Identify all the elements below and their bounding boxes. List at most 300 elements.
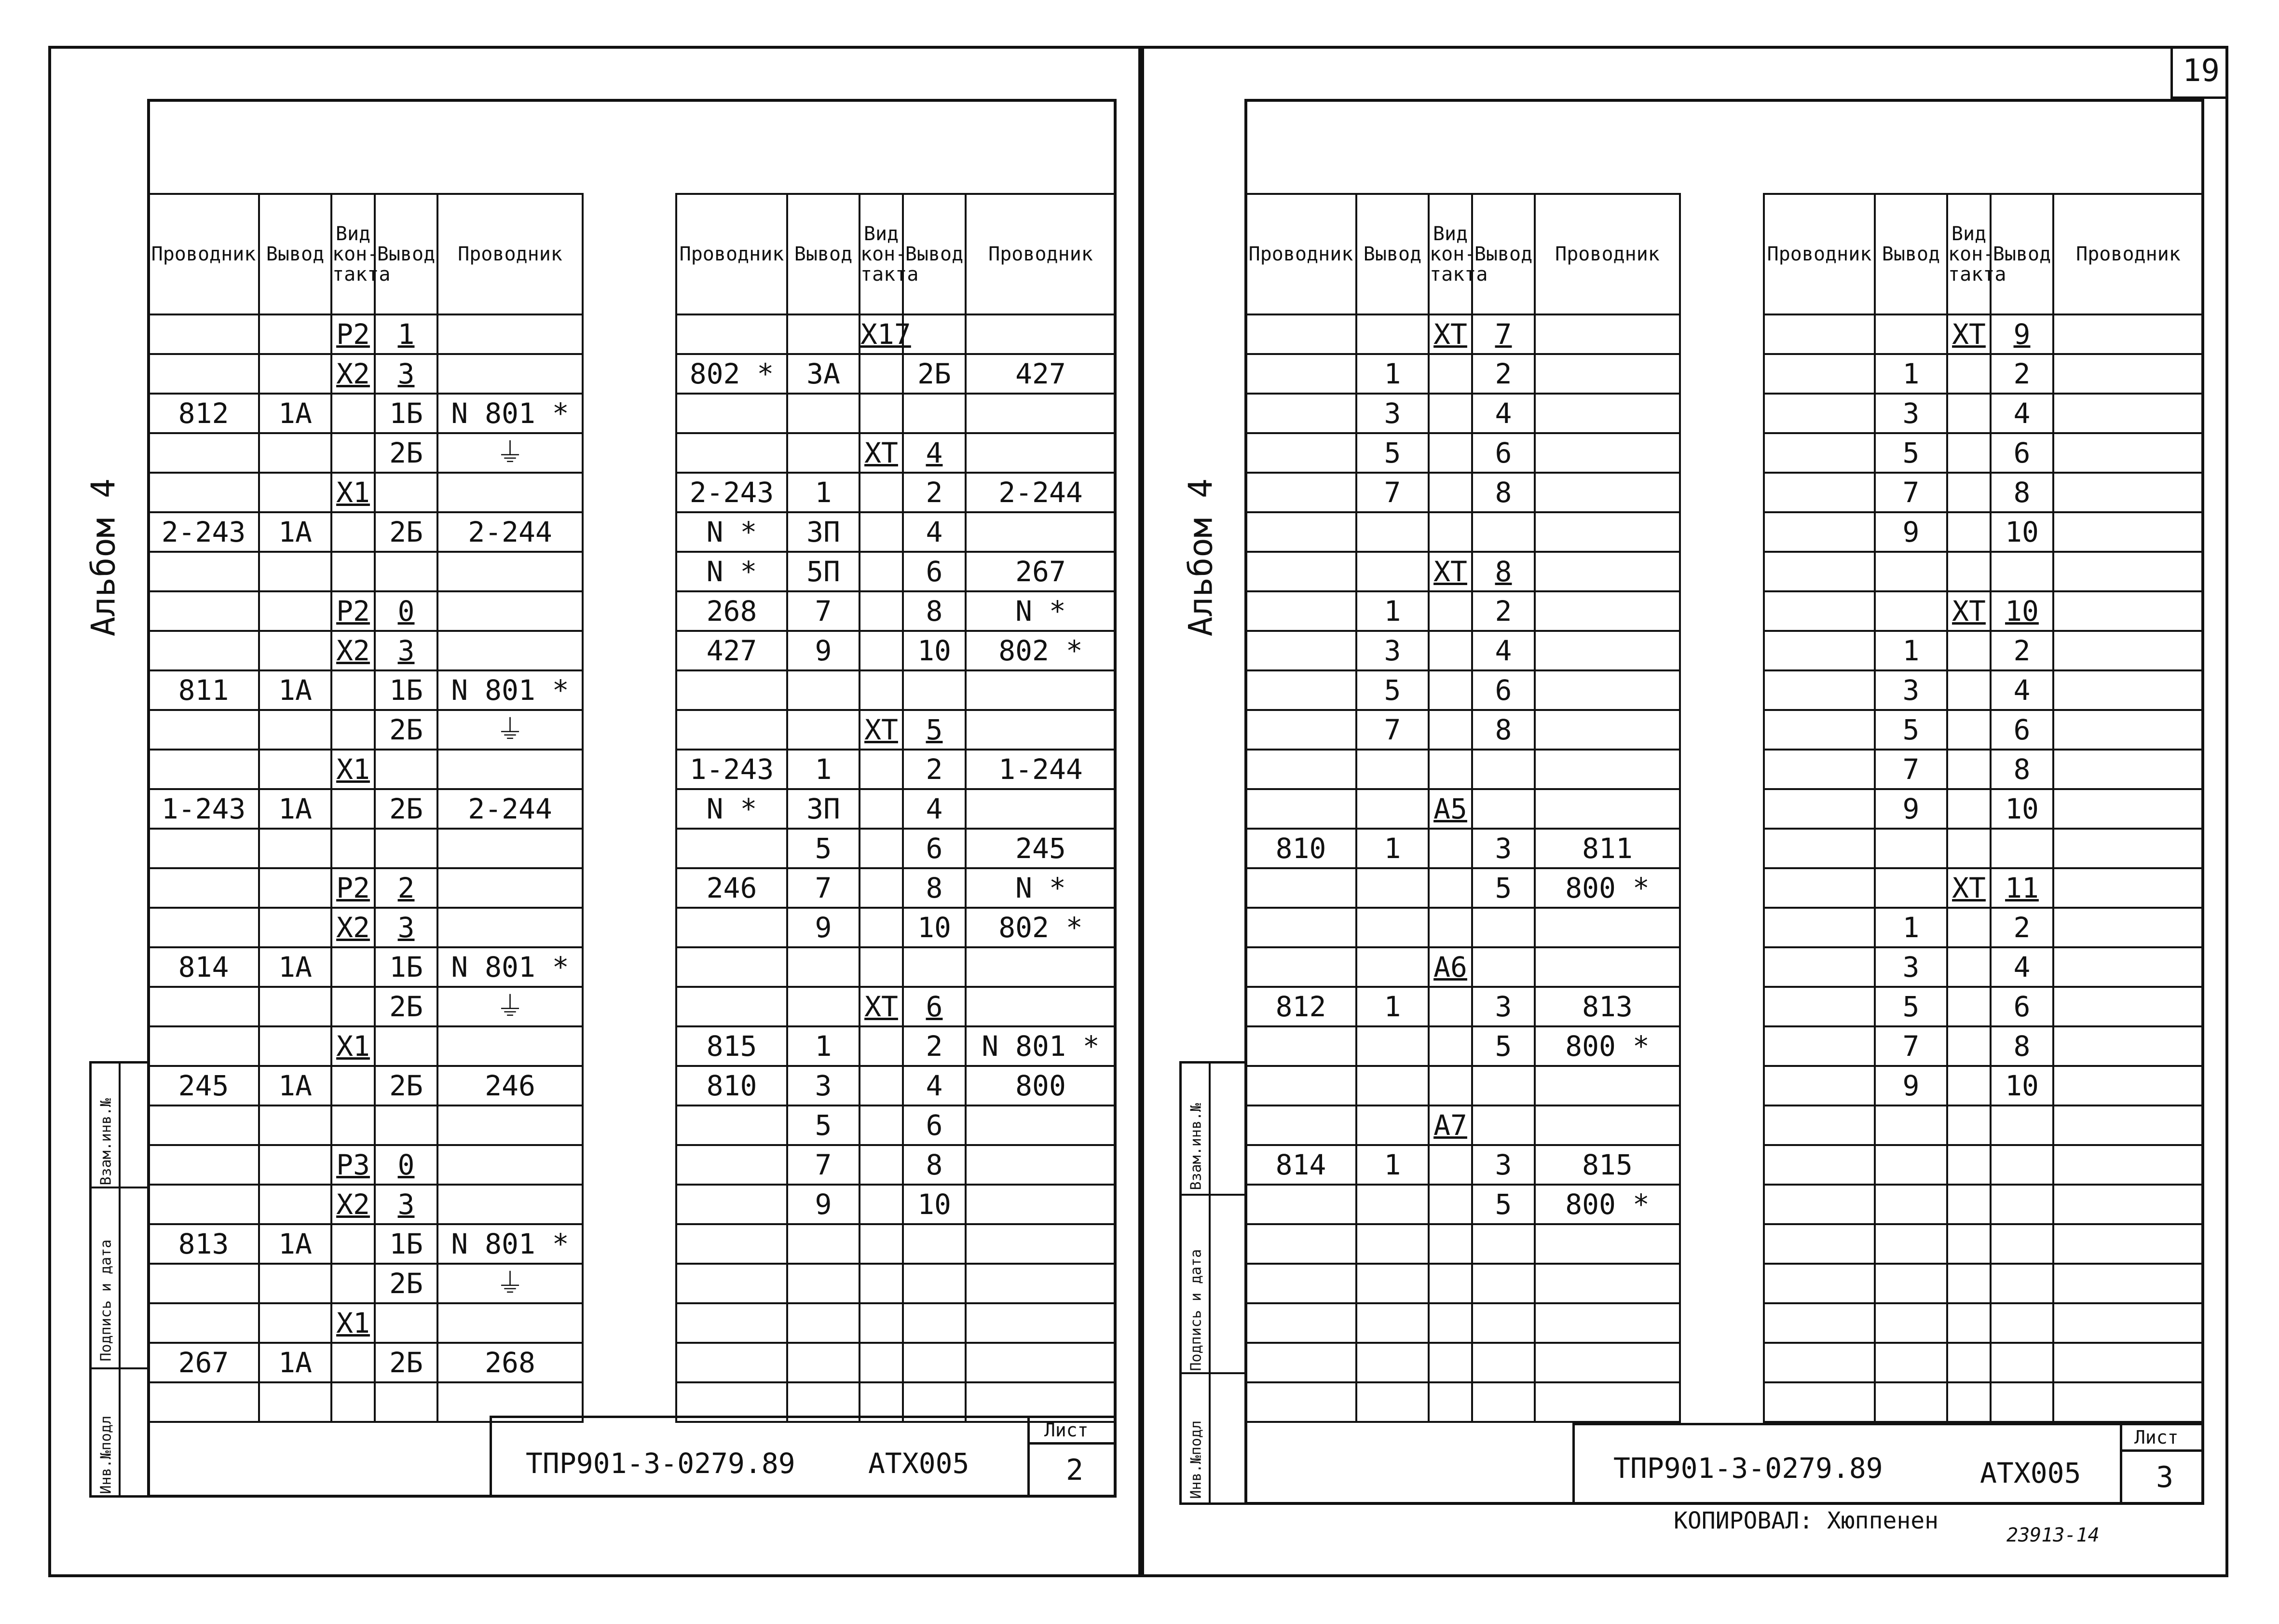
table-cell xyxy=(1764,908,1875,947)
table-cell: 11 xyxy=(1991,868,2053,908)
table-cell: 810 xyxy=(676,1066,787,1105)
table-cell xyxy=(437,868,583,908)
table-cell xyxy=(1535,1224,1680,1264)
table-cell: 8 xyxy=(1991,750,2053,789)
table-cell xyxy=(148,1026,259,1066)
table-cell: 246 xyxy=(437,1066,583,1105)
table-cell: 8 xyxy=(903,868,966,908)
table-cell xyxy=(966,1145,1116,1185)
table-cell xyxy=(966,512,1116,552)
table-cell xyxy=(1535,789,1680,829)
left-title-block xyxy=(490,1416,1117,1498)
table-cell xyxy=(259,591,331,631)
table-header-row xyxy=(1764,194,2203,314)
table-cell: 10 xyxy=(1991,789,2053,829)
table-cell xyxy=(787,314,860,354)
table-cell xyxy=(1429,354,1472,394)
table-cell xyxy=(1535,473,1680,512)
table-cell xyxy=(1764,1185,1875,1224)
table-cell xyxy=(787,987,860,1026)
table-cell: 8 xyxy=(1472,552,1535,591)
table-cell: ХТ xyxy=(1429,552,1472,591)
table-cell xyxy=(2053,1026,2203,1066)
table-cell xyxy=(860,1264,903,1303)
table-cell xyxy=(676,394,787,433)
table-cell xyxy=(860,631,903,670)
table-row xyxy=(148,1066,583,1105)
table-cell xyxy=(1947,710,1991,750)
table-cell: 1 xyxy=(1356,354,1429,394)
table-cell xyxy=(2053,868,2203,908)
table-cell: 9 xyxy=(787,908,860,947)
table-cell xyxy=(2053,908,2203,947)
table-cell xyxy=(1245,1224,1356,1264)
table-cell: 4 xyxy=(1472,631,1535,670)
table-cell xyxy=(148,1145,259,1185)
table-row xyxy=(1764,1224,2203,1264)
table-cell xyxy=(860,670,903,710)
table-cell xyxy=(676,1105,787,1145)
table-cell: 6 xyxy=(903,987,966,1026)
table-cell xyxy=(148,1105,259,1145)
table-cell xyxy=(1245,908,1356,947)
table-cell: 5 xyxy=(787,1105,860,1145)
table-cell xyxy=(1875,1343,1947,1382)
table-cell: 3 xyxy=(1472,829,1535,868)
table-cell: 813 xyxy=(1535,987,1680,1026)
left-doc-code: ТПР901-3-0279.89 xyxy=(526,1447,795,1480)
table-cell: 3 xyxy=(787,1066,860,1105)
table-cell xyxy=(148,868,259,908)
table-row xyxy=(1764,750,2203,789)
table-cell: 5 xyxy=(1875,987,1947,1026)
table-row xyxy=(676,908,1116,947)
table-row xyxy=(1764,829,2203,868)
table-row xyxy=(1764,908,2203,947)
table-cell: ХТ xyxy=(1429,314,1472,354)
table-cell: 7 xyxy=(1356,473,1429,512)
table-row xyxy=(676,1303,1116,1343)
column-header: Вывод xyxy=(259,194,331,314)
table-cell xyxy=(966,1185,1116,1224)
table-cell xyxy=(2053,631,2203,670)
table-cell xyxy=(1535,908,1680,947)
table-cell: N 801 * xyxy=(437,394,583,433)
table-cell xyxy=(1356,750,1429,789)
table-cell xyxy=(2053,1105,2203,1145)
table-cell: 3 xyxy=(1472,1145,1535,1185)
table-cell xyxy=(2053,314,2203,354)
column-header: Вывод xyxy=(1991,194,2053,314)
table-cell: 2-243 xyxy=(148,512,259,552)
table-row xyxy=(148,1105,583,1145)
table-cell: 6 xyxy=(1991,710,2053,750)
table-row xyxy=(148,1343,583,1382)
table-row xyxy=(1245,947,1680,987)
table-cell xyxy=(676,670,787,710)
table-cell: Х1 xyxy=(331,750,375,789)
table-cell xyxy=(259,354,331,394)
table-cell xyxy=(860,908,903,947)
table-cell xyxy=(259,631,331,670)
table-cell: 10 xyxy=(903,908,966,947)
table-cell: 2Б xyxy=(375,512,437,552)
table-cell xyxy=(1429,987,1472,1026)
table-cell xyxy=(375,829,437,868)
table-cell: 2 xyxy=(903,473,966,512)
table-cell xyxy=(676,1145,787,1185)
table-cell xyxy=(331,1224,375,1264)
column-header: Проводник xyxy=(1245,194,1356,314)
table-row xyxy=(676,829,1116,868)
table-cell xyxy=(437,314,583,354)
table-row xyxy=(1245,670,1680,710)
table-row xyxy=(676,1264,1116,1303)
table-cell xyxy=(1764,1105,1875,1145)
table-row xyxy=(148,473,583,512)
table-cell xyxy=(1535,552,1680,591)
table-cell xyxy=(437,354,583,394)
table-cell: 268 xyxy=(676,591,787,631)
table-cell: Х1 xyxy=(331,473,375,512)
table-row xyxy=(676,1105,1116,1145)
table-cell: 8 xyxy=(903,591,966,631)
table-row xyxy=(1764,552,2203,591)
table-cell: 2 xyxy=(1991,631,2053,670)
column-header: Проводник xyxy=(1764,194,1875,314)
table-cell xyxy=(437,552,583,591)
table-cell xyxy=(1947,354,1991,394)
table-cell xyxy=(1764,473,1875,512)
table-row xyxy=(148,394,583,433)
table-cell xyxy=(1764,394,1875,433)
table-cell: 811 xyxy=(1535,829,1680,868)
table-cell: 2 xyxy=(375,868,437,908)
table-row xyxy=(1764,433,2203,473)
table-cell: 3 xyxy=(1356,394,1429,433)
table-row xyxy=(148,1224,583,1264)
table-cell xyxy=(1764,829,1875,868)
table-cell xyxy=(259,314,331,354)
table-row xyxy=(1245,908,1680,947)
table-cell xyxy=(676,433,787,473)
table-cell xyxy=(2053,512,2203,552)
table-cell xyxy=(259,1145,331,1185)
table-row xyxy=(676,1224,1116,1264)
table-cell xyxy=(148,591,259,631)
table-cell: Х1 xyxy=(331,1026,375,1066)
table-cell: 10 xyxy=(903,1185,966,1224)
table-row xyxy=(1764,987,2203,1026)
table-cell: 7 xyxy=(787,591,860,631)
table-cell: 1А xyxy=(259,1224,331,1264)
table-cell xyxy=(1764,1264,1875,1303)
table-cell xyxy=(1356,1066,1429,1105)
table-row xyxy=(148,1185,583,1224)
table-cell xyxy=(1991,1303,2053,1343)
table-cell xyxy=(1947,908,1991,947)
table-cell xyxy=(1764,433,1875,473)
table-cell: N * xyxy=(966,591,1116,631)
column-header: Вывод xyxy=(375,194,437,314)
table-cell xyxy=(1356,1382,1429,1422)
table-cell xyxy=(331,670,375,710)
table-cell xyxy=(1356,1185,1429,1224)
table-cell xyxy=(860,1303,903,1343)
table-row xyxy=(1245,552,1680,591)
table-cell: 814 xyxy=(1245,1145,1356,1185)
table-cell: 2 xyxy=(1991,908,2053,947)
table-cell xyxy=(1472,1303,1535,1343)
table-cell: 2Б xyxy=(375,1264,437,1303)
table-row xyxy=(676,512,1116,552)
table-cell: 9 xyxy=(787,631,860,670)
table-row xyxy=(676,1145,1116,1185)
table-row xyxy=(148,987,583,1026)
table-cell: 1 xyxy=(1356,829,1429,868)
table-cell: 268 xyxy=(437,1343,583,1382)
table-row xyxy=(1764,1303,2203,1343)
table-cell xyxy=(787,394,860,433)
table-cell xyxy=(1245,789,1356,829)
table-cell xyxy=(375,552,437,591)
table-cell xyxy=(966,394,1116,433)
table-cell xyxy=(2053,829,2203,868)
table-row xyxy=(148,670,583,710)
table-cell: 5 xyxy=(1875,433,1947,473)
table-cell xyxy=(1991,1145,2053,1185)
table-cell: ХТ xyxy=(1947,314,1991,354)
table-cell: 8 xyxy=(1472,710,1535,750)
table-cell xyxy=(1535,670,1680,710)
table-cell: 800 * xyxy=(1535,1026,1680,1066)
table-row xyxy=(148,512,583,552)
table-cell xyxy=(148,1264,259,1303)
table-cell xyxy=(1429,591,1472,631)
table-cell xyxy=(1245,1343,1356,1382)
table-cell xyxy=(1535,394,1680,433)
table-cell xyxy=(1535,750,1680,789)
table-cell xyxy=(1535,1066,1680,1105)
table-cell: 9 xyxy=(1875,789,1947,829)
table-cell: 802 * xyxy=(676,354,787,394)
table-cell xyxy=(966,1264,1116,1303)
table-cell: 2-243 xyxy=(676,473,787,512)
table-cell xyxy=(1429,1145,1472,1185)
table-cell: 1А xyxy=(259,1066,331,1105)
table-row xyxy=(148,314,583,354)
table-cell xyxy=(331,552,375,591)
column-header: Вывод xyxy=(903,194,966,314)
table-cell: 5 xyxy=(1472,868,1535,908)
table-cell xyxy=(1764,591,1875,631)
table-cell: 2 xyxy=(1472,591,1535,631)
table-row xyxy=(676,1343,1116,1382)
table-cell xyxy=(259,1026,331,1066)
table-cell xyxy=(1356,789,1429,829)
table-cell xyxy=(1245,552,1356,591)
right-stamp-label-3: Взам.инв.№ xyxy=(1187,1103,1205,1190)
table-cell xyxy=(676,314,787,354)
table-cell xyxy=(148,710,259,750)
table-cell: 6 xyxy=(1472,670,1535,710)
table-cell xyxy=(1245,1066,1356,1105)
table-cell: 812 xyxy=(1245,987,1356,1026)
table-row xyxy=(676,789,1116,829)
table-cell xyxy=(375,1105,437,1145)
table-cell: 3 xyxy=(375,908,437,947)
table-row xyxy=(1245,1264,1680,1303)
table-row xyxy=(148,1264,583,1303)
left-sheet-box xyxy=(1027,1416,1117,1498)
table-cell: ХТ xyxy=(860,987,903,1026)
table-cell xyxy=(2053,1343,2203,1382)
table-cell xyxy=(860,947,903,987)
table-row xyxy=(676,670,1116,710)
table-cell xyxy=(259,710,331,750)
table-cell xyxy=(1429,473,1472,512)
table-cell xyxy=(676,829,787,868)
table-cell: 2Б xyxy=(903,354,966,394)
page-number: 19 xyxy=(2183,53,2220,89)
right-sheet-number: 3 xyxy=(2156,1460,2174,1494)
table-cell: 2Б xyxy=(375,710,437,750)
table-cell: Х17 xyxy=(860,314,903,354)
table-row xyxy=(676,947,1116,987)
table-cell: 3 xyxy=(1356,631,1429,670)
table-cell: 7 xyxy=(787,1145,860,1185)
table-cell: 800 xyxy=(966,1066,1116,1105)
table-cell xyxy=(1991,1185,2053,1224)
table-cell xyxy=(437,908,583,947)
table-row xyxy=(1245,1224,1680,1264)
table-cell: 1-243 xyxy=(148,789,259,829)
table-cell xyxy=(1356,908,1429,947)
table-cell xyxy=(259,1303,331,1343)
table-cell xyxy=(331,1066,375,1105)
table-cell: ХТ xyxy=(1947,591,1991,631)
table-row xyxy=(148,1026,583,1066)
table-row xyxy=(1245,987,1680,1026)
table-cell xyxy=(1947,750,1991,789)
table-cell: 4 xyxy=(1991,670,2053,710)
table-cell xyxy=(676,908,787,947)
table-cell xyxy=(1764,354,1875,394)
table-row xyxy=(1764,710,2203,750)
table-cell xyxy=(437,750,583,789)
table-cell xyxy=(787,670,860,710)
table-cell xyxy=(1245,1185,1356,1224)
table-cell: 7 xyxy=(787,868,860,908)
table-cell: 245 xyxy=(148,1066,259,1105)
table-cell xyxy=(1245,473,1356,512)
table-cell: 1 xyxy=(787,473,860,512)
table-cell xyxy=(1429,1066,1472,1105)
table-cell xyxy=(1991,1382,2053,1422)
archive-number: 23913-14 xyxy=(2006,1524,2100,1546)
table-cell xyxy=(787,947,860,987)
table-cell xyxy=(1947,1026,1991,1066)
table-cell: 1 xyxy=(787,1026,860,1066)
table-header-row xyxy=(676,194,1116,314)
table-cell xyxy=(1991,1224,2053,1264)
table-cell: 2 xyxy=(903,750,966,789)
table-cell xyxy=(1429,710,1472,750)
table-cell xyxy=(1947,1382,1991,1422)
table-cell xyxy=(1429,908,1472,947)
column-header: Вид кон-такта xyxy=(1429,194,1472,314)
table-cell xyxy=(375,1303,437,1343)
table-cell xyxy=(331,710,375,750)
table-cell: 2Б xyxy=(375,789,437,829)
table-cell: 1Б xyxy=(375,670,437,710)
table-row xyxy=(676,473,1116,512)
table-row xyxy=(676,1026,1116,1066)
table-cell xyxy=(2053,1264,2203,1303)
table-row xyxy=(1245,1145,1680,1185)
table-cell: 3 xyxy=(375,1185,437,1224)
table-cell xyxy=(1535,314,1680,354)
table-cell: 4 xyxy=(1472,394,1535,433)
table-cell xyxy=(1472,1343,1535,1382)
table-cell xyxy=(1535,1303,1680,1343)
table-cell xyxy=(1429,829,1472,868)
table-row xyxy=(1764,512,2203,552)
table-cell xyxy=(1356,512,1429,552)
table-row xyxy=(1764,314,2203,354)
table-cell xyxy=(1429,512,1472,552)
table-cell xyxy=(1535,1105,1680,1145)
table-cell: 0 xyxy=(375,591,437,631)
table-cell xyxy=(1356,1224,1429,1264)
table-cell: 813 xyxy=(148,1224,259,1264)
table-cell: 1Б xyxy=(375,1224,437,1264)
table-cell xyxy=(1535,947,1680,987)
table-cell xyxy=(1472,1224,1535,1264)
table-cell: 1-243 xyxy=(676,750,787,789)
table-row xyxy=(676,631,1116,670)
right-table-2 xyxy=(1763,193,2204,1423)
table-cell xyxy=(903,1343,966,1382)
table-cell: 245 xyxy=(966,829,1116,868)
table-cell xyxy=(1429,1343,1472,1382)
left-sheet-label: Лист xyxy=(1044,1419,1089,1441)
table-cell: 3 xyxy=(375,354,437,394)
column-header: Проводник xyxy=(1535,194,1680,314)
table-cell xyxy=(259,987,331,1026)
table-cell xyxy=(676,1343,787,1382)
table-cell xyxy=(860,591,903,631)
table-cell xyxy=(966,670,1116,710)
table-cell xyxy=(148,552,259,591)
table-cell xyxy=(331,433,375,473)
table-cell xyxy=(1472,1382,1535,1422)
table-cell: 2Б xyxy=(375,1066,437,1105)
table-cell: 5 xyxy=(787,829,860,868)
table-cell xyxy=(259,433,331,473)
table-cell: 4 xyxy=(903,789,966,829)
table-cell: 1А xyxy=(259,394,331,433)
table-cell xyxy=(2053,1382,2203,1422)
column-header: Вид кон-такта xyxy=(860,194,903,314)
table-cell xyxy=(437,1026,583,1066)
table-cell: 2-244 xyxy=(966,473,1116,512)
table-cell xyxy=(148,1382,259,1422)
table-cell xyxy=(1472,512,1535,552)
table-cell: 811 xyxy=(148,670,259,710)
table-cell: 5 xyxy=(903,710,966,750)
table-cell xyxy=(2053,947,2203,987)
